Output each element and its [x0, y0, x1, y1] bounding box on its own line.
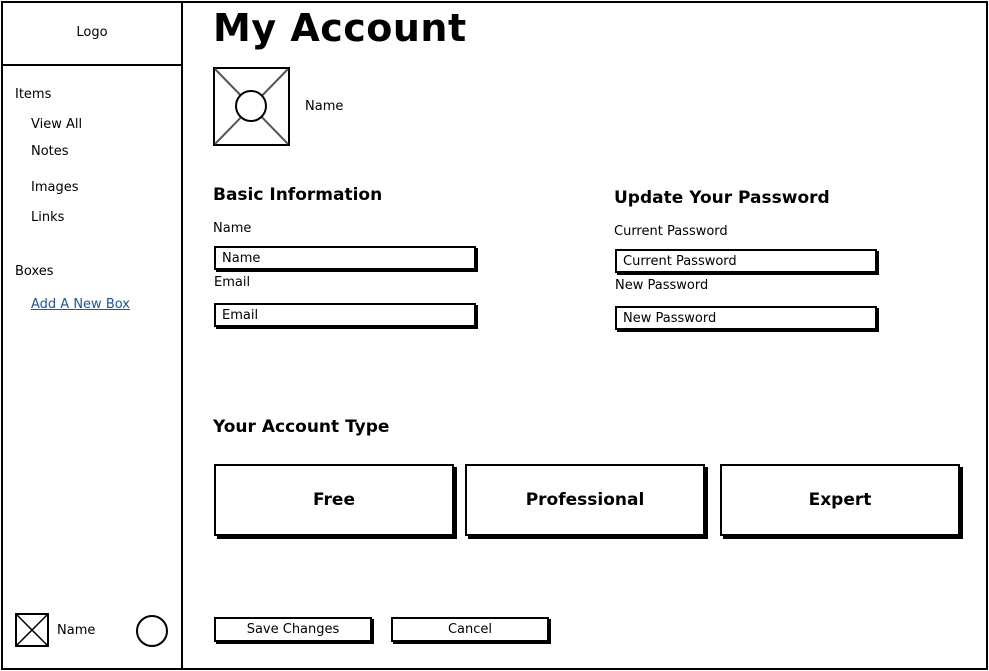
email-label: Email — [214, 275, 251, 290]
logo[interactable] — [1, 1, 183, 66]
name-input[interactable] — [214, 246, 476, 270]
account-type-free[interactable]: Free — [214, 464, 454, 536]
user-avatar-icon — [15, 613, 49, 647]
add-new-box-link[interactable]: Add A New Box — [31, 297, 130, 312]
new-password-input[interactable] — [615, 306, 877, 330]
current-password-label: Current Password — [614, 224, 728, 239]
sidebar-item-notes[interactable]: Notes — [31, 144, 69, 159]
new-password-label: New Password — [615, 278, 709, 293]
page-title: My Account — [213, 6, 467, 50]
basic-information-heading: Basic Information — [213, 185, 383, 205]
profile-image-icon[interactable] — [213, 67, 290, 146]
circle-icon[interactable] — [135, 614, 169, 648]
sidebar-item-links[interactable]: Links — [31, 210, 65, 225]
account-type-heading: Your Account Type — [213, 417, 390, 437]
sidebar-item-images[interactable]: Images — [31, 180, 79, 195]
email-input[interactable] — [214, 303, 476, 327]
account-type-professional[interactable]: Professional — [465, 464, 705, 536]
profile-name: Name — [305, 99, 344, 114]
logo-label: Logo — [76, 25, 108, 40]
sidebar-section-items: Items — [15, 87, 52, 102]
account-type-expert[interactable]: Expert — [720, 464, 960, 536]
save-changes-button[interactable]: Save Changes — [214, 617, 372, 642]
sidebar-user-name: Name — [57, 623, 96, 638]
name-label: Name — [213, 221, 252, 236]
sidebar-section-boxes: Boxes — [15, 264, 54, 279]
update-password-heading: Update Your Password — [614, 188, 830, 208]
cancel-button[interactable]: Cancel — [391, 617, 549, 642]
current-password-input[interactable] — [615, 249, 877, 273]
sidebar-item-view-all[interactable]: View All — [31, 117, 83, 132]
